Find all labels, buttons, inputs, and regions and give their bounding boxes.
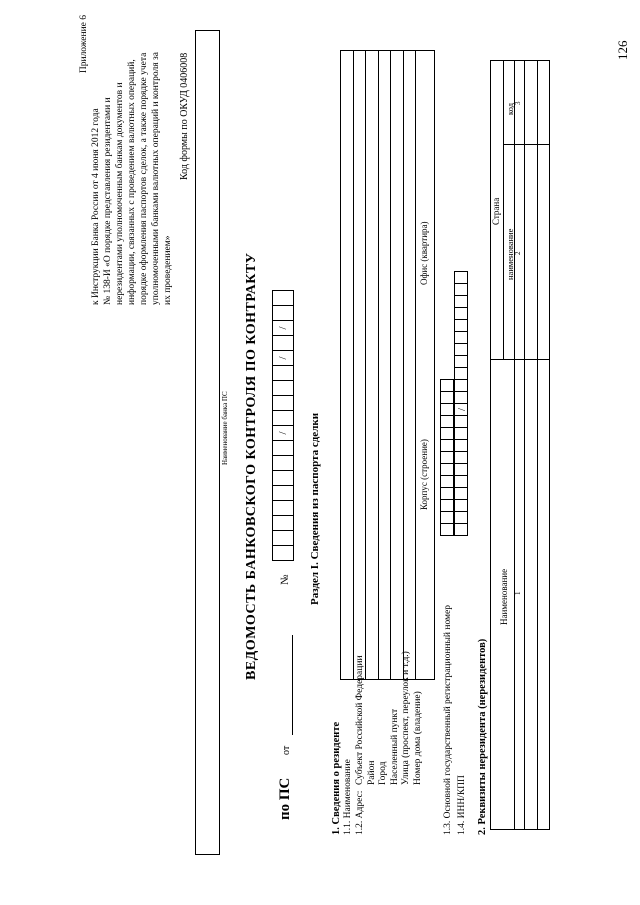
resident-name-label: 1.1. Наименование xyxy=(343,759,353,835)
ps-label: по ПС xyxy=(277,777,293,820)
ps-number-cell[interactable] xyxy=(272,500,294,516)
nonres-col-country-name: наименование xyxy=(505,228,515,280)
resident-row-line xyxy=(390,50,391,680)
inn-cell[interactable] xyxy=(454,499,468,512)
resident-heading: 1. Сведения о резиденте xyxy=(331,721,342,835)
ps-number-cell[interactable] xyxy=(272,410,294,426)
address-field-label: Улица (проспект, переулок и т.д.) xyxy=(401,651,411,785)
address-field-label: Район xyxy=(366,760,377,785)
ps-number-cell[interactable] xyxy=(272,485,294,501)
ps-number-cell[interactable]: / xyxy=(272,350,294,366)
ps-number-cell[interactable] xyxy=(272,440,294,456)
ogrn-cell[interactable] xyxy=(440,439,454,452)
nonres-num-3: 3 xyxy=(514,101,522,105)
nonres-row-line xyxy=(537,60,538,830)
bank-name-caption: Наименование банка ПС xyxy=(221,391,229,465)
inn-cell[interactable] xyxy=(454,427,468,440)
inn-cell[interactable] xyxy=(454,295,468,308)
ogrn-cell[interactable] xyxy=(440,415,454,428)
ps-number-cell[interactable] xyxy=(272,290,294,306)
inn-cell[interactable] xyxy=(454,511,468,524)
appendix-line: их проведением» xyxy=(163,235,173,305)
ps-number-cell[interactable] xyxy=(272,470,294,486)
nonresident-table[interactable] xyxy=(490,60,550,830)
nonres-col-country-code: код xyxy=(505,102,515,115)
appendix-text xyxy=(90,15,174,305)
office-label: Офис (квартира) xyxy=(419,221,429,285)
page-number: 126 xyxy=(615,40,630,60)
nonres-num-1: 1 xyxy=(514,591,522,595)
ogrn-cell[interactable] xyxy=(440,451,454,464)
ogrn-label: 1.3. Основной государственный регистрационный номер xyxy=(443,605,453,835)
appendix-line: № 138-И «О порядке представления резидентами и xyxy=(103,97,113,305)
appendix-line: информации, связанных с проведением валютных операций, xyxy=(127,59,137,305)
nonres-col-name: Наименование xyxy=(499,568,509,625)
ogrn-cell[interactable] xyxy=(440,427,454,440)
inn-cell[interactable] xyxy=(454,379,468,392)
bank-name-box xyxy=(195,30,220,855)
inn-cell[interactable] xyxy=(454,487,468,500)
address-field-label: Номер дома (владение) xyxy=(412,691,423,785)
appendix-block xyxy=(78,15,174,305)
ogrn-cell[interactable] xyxy=(440,403,454,416)
ps-number-sign: № xyxy=(279,574,291,585)
inn-cell[interactable] xyxy=(454,475,468,488)
appendix-line: уполномоченными банками валютных операций и контроля за xyxy=(151,52,161,305)
resident-row-line xyxy=(365,50,366,680)
ps-number-cell[interactable] xyxy=(272,545,294,561)
inn-cell[interactable] xyxy=(454,523,468,536)
ps-date-line xyxy=(292,635,293,735)
nonres-header-line xyxy=(514,60,515,830)
appendix-line: порядке оформления паспортов сделок, а также порядке учета xyxy=(139,52,149,305)
inn-cell[interactable] xyxy=(454,463,468,476)
appendix-line: к Инструкции Банка России от 4 июня 2012 года xyxy=(91,108,101,305)
ogrn-cells[interactable] xyxy=(440,379,454,535)
resident-row-line xyxy=(378,50,379,680)
inn-cell[interactable] xyxy=(454,271,468,284)
ps-number-cell[interactable] xyxy=(272,380,294,396)
inn-cell[interactable] xyxy=(454,355,468,368)
appendix-title: Приложение 6 xyxy=(79,15,89,74)
inn-cell[interactable] xyxy=(454,415,468,428)
ogrn-cell[interactable] xyxy=(440,499,454,512)
resident-address-label: 1.2. Адрес: xyxy=(355,790,365,835)
building-label: Корпус (строение) xyxy=(419,439,429,510)
address-field-label: Субъект Российской Федерации xyxy=(355,655,365,785)
main-title: ВЕДОМОСТЬ БАНКОВСКОГО КОНТРОЛЯ ПО КОНТРАКТУ xyxy=(244,252,259,680)
inn-cell[interactable] xyxy=(454,367,468,380)
ps-number-cell[interactable]: / xyxy=(272,425,294,441)
ogrn-cell[interactable] xyxy=(440,487,454,500)
ps-number-cell[interactable] xyxy=(272,515,294,531)
ogrn-cell[interactable] xyxy=(440,463,454,476)
ps-number-cell[interactable] xyxy=(272,455,294,471)
nonres-num-2: 2 xyxy=(514,251,522,255)
ps-number-cell[interactable]: / xyxy=(272,320,294,336)
resident-row-line xyxy=(415,50,416,680)
ogrn-cell[interactable] xyxy=(440,391,454,404)
ogrn-cell[interactable] xyxy=(440,511,454,524)
inn-label: 1.4. ИНН/КПП xyxy=(457,775,467,835)
ps-number-cell[interactable] xyxy=(272,365,294,381)
inn-cell[interactable] xyxy=(454,331,468,344)
ps-number-cell[interactable] xyxy=(272,530,294,546)
resident-main-table[interactable] xyxy=(340,50,435,680)
nonres-col-country: Страна xyxy=(491,197,501,225)
nonres-col-sep xyxy=(490,359,550,360)
nonres-num-line xyxy=(524,60,525,830)
address-field-label: Город xyxy=(378,761,388,785)
ps-from-label: от xyxy=(281,745,292,755)
inn-cell[interactable]: / xyxy=(454,403,468,416)
nonres-country-sep xyxy=(503,60,504,360)
inn-cell[interactable] xyxy=(454,283,468,296)
inn-cell[interactable] xyxy=(454,343,468,356)
inn-cells[interactable] xyxy=(454,271,468,535)
ogrn-cell[interactable] xyxy=(440,475,454,488)
nonres-code-sep xyxy=(503,144,550,145)
resident-row-line xyxy=(403,50,404,680)
ogrn-cell[interactable] xyxy=(440,523,454,536)
ogrn-cell[interactable] xyxy=(440,379,454,392)
section1-title: Раздел I. Сведения из паспорта сделки xyxy=(309,412,321,605)
ps-number-cell[interactable] xyxy=(272,305,294,321)
ps-number-cell[interactable] xyxy=(272,395,294,411)
inn-cell[interactable] xyxy=(454,451,468,464)
form-code: Код формы по ОКУД 0406008 xyxy=(179,52,190,180)
inn-cell[interactable] xyxy=(454,307,468,320)
ps-number-cell[interactable] xyxy=(272,335,294,351)
resident-row-line xyxy=(353,50,354,680)
inn-cell[interactable] xyxy=(454,391,468,404)
ps-number-cells[interactable] xyxy=(272,290,294,560)
nonresident-heading: 2. Реквизиты нерезидента (нерезидентов) xyxy=(477,638,488,835)
inn-cell[interactable] xyxy=(454,439,468,452)
address-field-label: Населенный пункт xyxy=(389,708,400,785)
appendix-line: нерезидентами уполномоченным банкам документов и xyxy=(115,82,125,305)
inn-cell[interactable] xyxy=(454,319,468,332)
